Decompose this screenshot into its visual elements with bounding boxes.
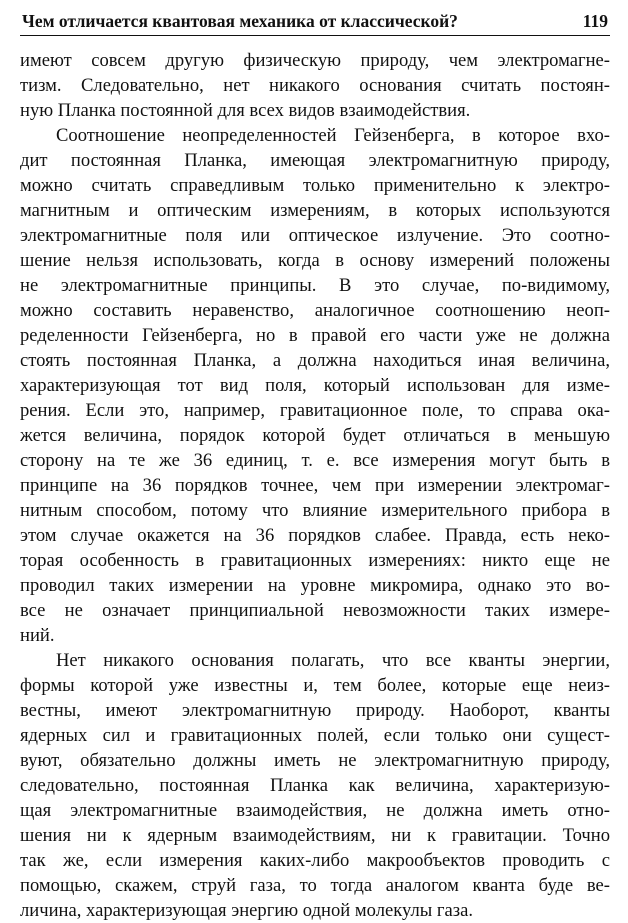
text-line: стоять постоянная Планка, а должна находиться иная величина, — [20, 350, 610, 371]
text-line: шения ни к ядерным взаимодействиям, ни к гравитации. Точно — [20, 825, 610, 846]
paragraph — [20, 648, 610, 923]
text-line: формы которой уже известны и, тем более, которые еще неиз- — [20, 675, 610, 696]
text-line: помощью, скажем, струй газа, то тогда аналогом кванта буде ве- — [20, 875, 610, 896]
text-line: магнитным и оптическим измерениям, в которых используются — [20, 200, 610, 221]
text-line: Нет никакого основания полагать, что все кванты энергии, — [56, 650, 610, 671]
text-line: жется величина, порядок которой будет отличаться в меньшую — [20, 425, 610, 446]
paragraph — [20, 123, 610, 648]
text-line: ний. — [20, 625, 55, 646]
text-line: ную Планка постоянной для всех видов взаимодействия. — [20, 100, 471, 121]
text-line: не электромагнитные принципы. В это случае, по-видимому, — [20, 275, 610, 296]
text-line: все не означает принципиальной невозможности таких измере- — [20, 600, 610, 621]
text-line: имеют совсем другую физическую природу, чем электромагне- — [20, 50, 610, 71]
page-number: 119 — [582, 11, 608, 31]
text-line: можно считать справедливым только применительно к электро- — [20, 175, 610, 196]
text-line: так же, если измерения каких-либо макрообъектов проводить с — [20, 850, 610, 871]
book-page — [20, 10, 610, 923]
text-line: вестны, имеют электромагнитную природу. Наоборот, кванты — [20, 700, 610, 721]
text-line: вуют, обязательно должны иметь не электромагнитную природу, — [20, 750, 610, 771]
text-line: нитным способом, потому что влияние измерительного прибора в — [20, 500, 610, 521]
text-line: тизм. Следовательно, нет никакого основания считать постоян- — [20, 75, 610, 96]
text-line: следовательно, постоянная Планка как величина, характеризую- — [20, 775, 610, 796]
running-header — [20, 10, 610, 36]
paragraph — [20, 48, 610, 123]
text-line: проводил таких измерении на уровне микромира, однако это во- — [20, 575, 610, 596]
text-line: щая электромагнитные взаимодействия, не должна иметь отно- — [20, 800, 610, 821]
text-line: электромагнитные поля или оптическое излучение. Это соотно- — [20, 225, 610, 246]
text-line: личина, характеризующая энергию одной молекулы газа. — [20, 900, 474, 921]
text-line: дит постоянная Планка, имеющая электромагнитную природу, — [20, 150, 610, 171]
text-line: этом случае окажется на 36 порядков слабее. Правда, есть неко- — [20, 525, 610, 546]
body-text — [20, 48, 610, 923]
chapter-title: Чем отличается квантовая механика от классической? — [22, 11, 458, 31]
text-line: торая особенность в гравитационных измерениях: никто еще не — [20, 550, 610, 571]
text-line: можно составить неравенство, аналогичное соотношению неоп- — [20, 300, 610, 321]
text-line: принципе на 36 порядков точнее, чем при измерении электромаг- — [20, 475, 610, 496]
text-line: характеризующая тот вид поля, который использован для изме- — [20, 375, 610, 396]
text-line: ределенности Гейзенберга, но в правой его части уже не должна — [20, 325, 610, 346]
text-line: ядерных сил и гравитационных полей, если только они сущест- — [20, 725, 610, 746]
text-line: сторону на те же 36 единиц, т. е. все измерения могут быть в — [20, 450, 610, 471]
text-line: шение нельзя использовать, когда в основу измерений положены — [20, 250, 610, 271]
text-line: Соотношение неопределенностей Гейзенберга, в которое вхо- — [56, 125, 610, 146]
text-line: рения. Если это, например, гравитационное поле, то справа ока- — [20, 400, 610, 421]
